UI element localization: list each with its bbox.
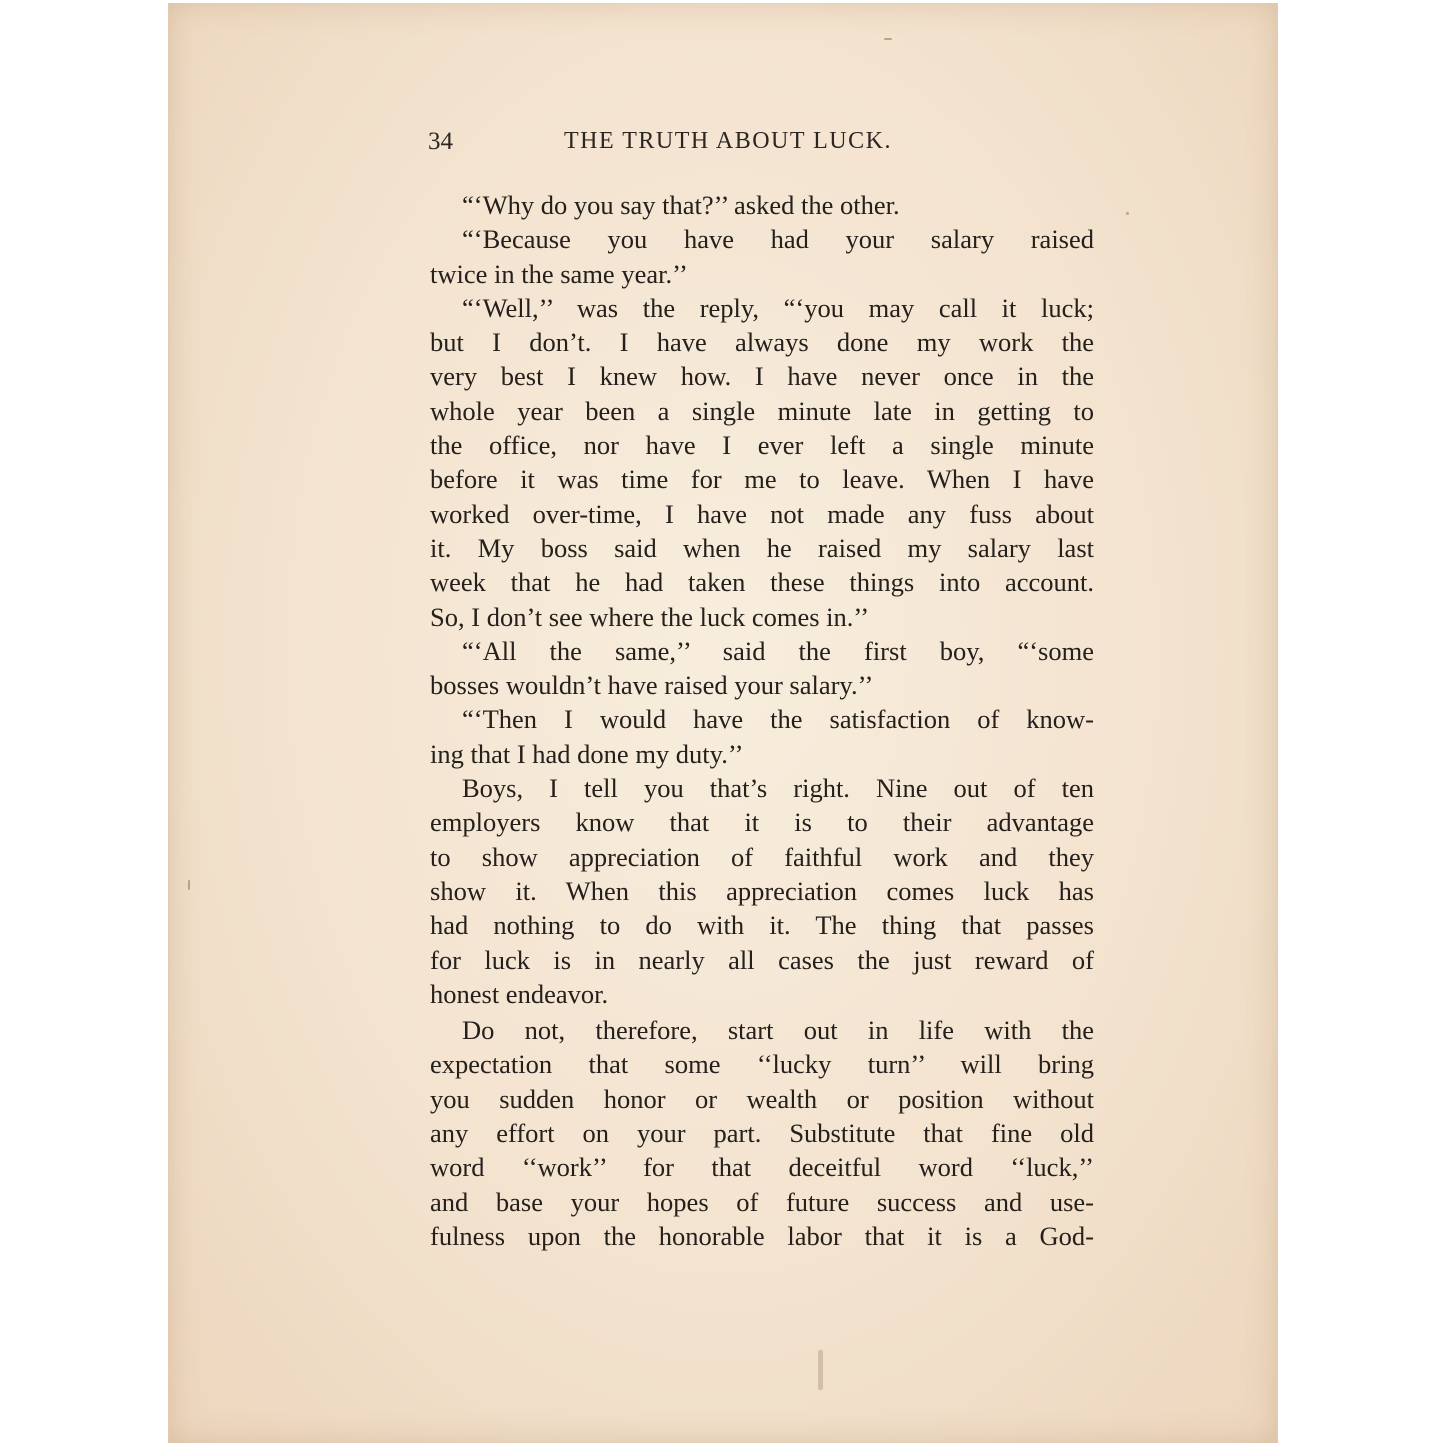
text-line: fulness upon the honorable labor that it is a God- <box>430 1220 1094 1251</box>
text-line: “‘Because you have had your salary raised <box>462 224 1094 255</box>
text-line: honest endeavor. <box>430 978 609 1009</box>
text-line: you sudden honor or wealth or position without <box>430 1083 1094 1114</box>
text-line: “‘Why do you say that?’’ asked the other. <box>462 190 900 220</box>
text-line: whole year been a single minute late in getting to <box>430 395 1094 426</box>
text-line: Do not, therefore, start out in life with the <box>462 1015 1094 1046</box>
paper-blemish <box>884 38 892 40</box>
body-text <box>430 188 1094 1253</box>
text-line: Boys, I tell you that’s right. Nine out of ten <box>462 773 1094 804</box>
paper-blemish <box>1126 212 1129 215</box>
text-line: any effort on your part. Substitute that fine old <box>430 1118 1094 1149</box>
text-line: very best I knew how. I have never once in the <box>430 361 1094 392</box>
text-line: “‘All the same,’’ said the first boy, “‘some <box>462 635 1094 666</box>
text-line: ing that I had done my duty.’’ <box>430 738 744 769</box>
text-line: the office, nor have I ever left a single minute <box>430 430 1094 461</box>
text-line: show it. When this appreciation comes luck has <box>430 875 1094 906</box>
text-line: twice in the same year.’’ <box>430 258 688 289</box>
text-line: So, I don’t see where the luck comes in.’’ <box>430 601 870 632</box>
text-line: but I don’t. I have always done my work the <box>430 327 1094 358</box>
text-line: had nothing to do with it. The thing that passes <box>430 910 1094 941</box>
text-line: employers know that it is to their advantage <box>430 807 1094 838</box>
running-title: THE TRUTH ABOUT LUCK. <box>564 128 892 154</box>
text-line: and base your hopes of future success and use- <box>430 1186 1094 1217</box>
paper-blemish <box>818 1350 823 1390</box>
text-line: “‘Well,’’ was the reply, “‘you may call it luck; <box>462 292 1094 323</box>
text-line: before it was time for me to leave. When I have <box>430 464 1094 495</box>
text-line: for luck is in nearly all cases the just reward of <box>430 944 1094 975</box>
text-line: word ‘‘work’’ for that deceitful word ‘‘luck,’’ <box>430 1152 1094 1183</box>
text-line: week that he had taken these things into account. <box>430 567 1094 598</box>
text-line: bosses wouldn’t have raised your salary.’’ <box>430 670 874 701</box>
text-line: worked over-time, I have not made any fuss about <box>430 498 1094 529</box>
page-header <box>428 128 968 164</box>
text-line: expectation that some ‘‘lucky turn’’ will bring <box>430 1049 1094 1080</box>
text-line: it. My boss said when he raised my salary last <box>430 532 1094 563</box>
page-number: 34 <box>428 128 453 155</box>
text-line: “‘Then I would have the satisfaction of know- <box>462 704 1094 735</box>
text-line: to show appreciation of faithful work and they <box>430 841 1094 872</box>
paper-blemish <box>188 880 190 890</box>
